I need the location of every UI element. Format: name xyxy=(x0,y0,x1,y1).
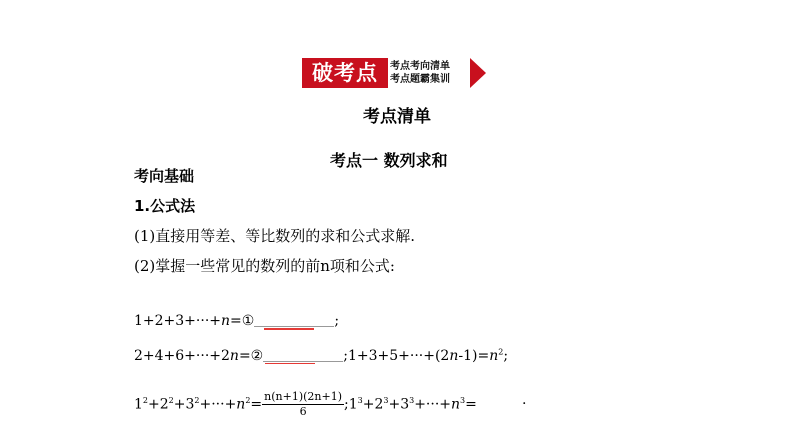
formula-2-mid2: -1)= xyxy=(458,348,490,364)
formula-1-end: ; xyxy=(334,313,340,329)
formula-1-number: ① xyxy=(241,313,255,329)
banner-sub-line2: 考点题霸集训 xyxy=(390,74,450,85)
formula-2 xyxy=(134,347,508,364)
formula-1-eq: = xyxy=(230,313,242,329)
method-title: 1.公式法 xyxy=(134,197,196,215)
answer-underline-1 xyxy=(264,328,314,330)
formula-2-exp: 2 xyxy=(498,347,504,357)
answer-underline-2 xyxy=(265,363,315,364)
formula-2-var3: n xyxy=(489,348,499,364)
formula-1-var: n xyxy=(221,313,231,329)
banner-arrow-icon xyxy=(470,58,486,88)
formula-3-end: = xyxy=(465,396,477,413)
text-line-1: (1)直接用等差、等比数列的求和公式求解. xyxy=(134,227,416,245)
answer-blank-2[interactable] xyxy=(263,347,343,362)
text-line-2: (2)掌握一些常见的数列的前n项和公式: xyxy=(134,257,395,275)
answer-blank-1[interactable] xyxy=(254,312,334,327)
formula-2-left: 2+4+6+···+2 xyxy=(134,348,230,364)
section-title: 考点清单 xyxy=(363,107,431,127)
banner-sub-line1: 考点考向清单 xyxy=(390,61,450,72)
fraction-numerator: n(n+1)(2n+1) xyxy=(264,390,343,403)
formula-3-dot: . xyxy=(522,392,527,408)
formula-3-mid: ;1 xyxy=(344,396,358,413)
heading: 考向基础 xyxy=(134,167,195,185)
banner-subtitle xyxy=(390,58,472,90)
formula-1-left: 1+2+3+···+ xyxy=(134,313,221,329)
formula-3-left: 1 xyxy=(134,396,143,413)
fraction xyxy=(262,390,344,419)
point-title: 考点一 数列求和 xyxy=(330,151,448,170)
fraction-denominator: 6 xyxy=(299,405,307,418)
formula-2-var2: n xyxy=(449,348,459,364)
formula-2-number: ② xyxy=(250,348,264,364)
formula-2-var: n xyxy=(229,348,239,364)
formula-2-eq: = xyxy=(238,348,251,364)
formula-3: $1^2+2^2+3^2+\cdot\cdot\cdot+n^2=$ $\frac{n(n+1)(2n+1)}{6}$ $;1^3+2^3+3^3+\cdot\cdot\cdot+n^3=$ xyxy=(134,390,477,418)
formula-2-end: ; xyxy=(503,348,509,364)
formula-1 xyxy=(134,312,339,329)
formula-2-mid: ;1+3+5+···+(2 xyxy=(343,348,450,364)
banner-label: 破考点 xyxy=(302,58,388,88)
